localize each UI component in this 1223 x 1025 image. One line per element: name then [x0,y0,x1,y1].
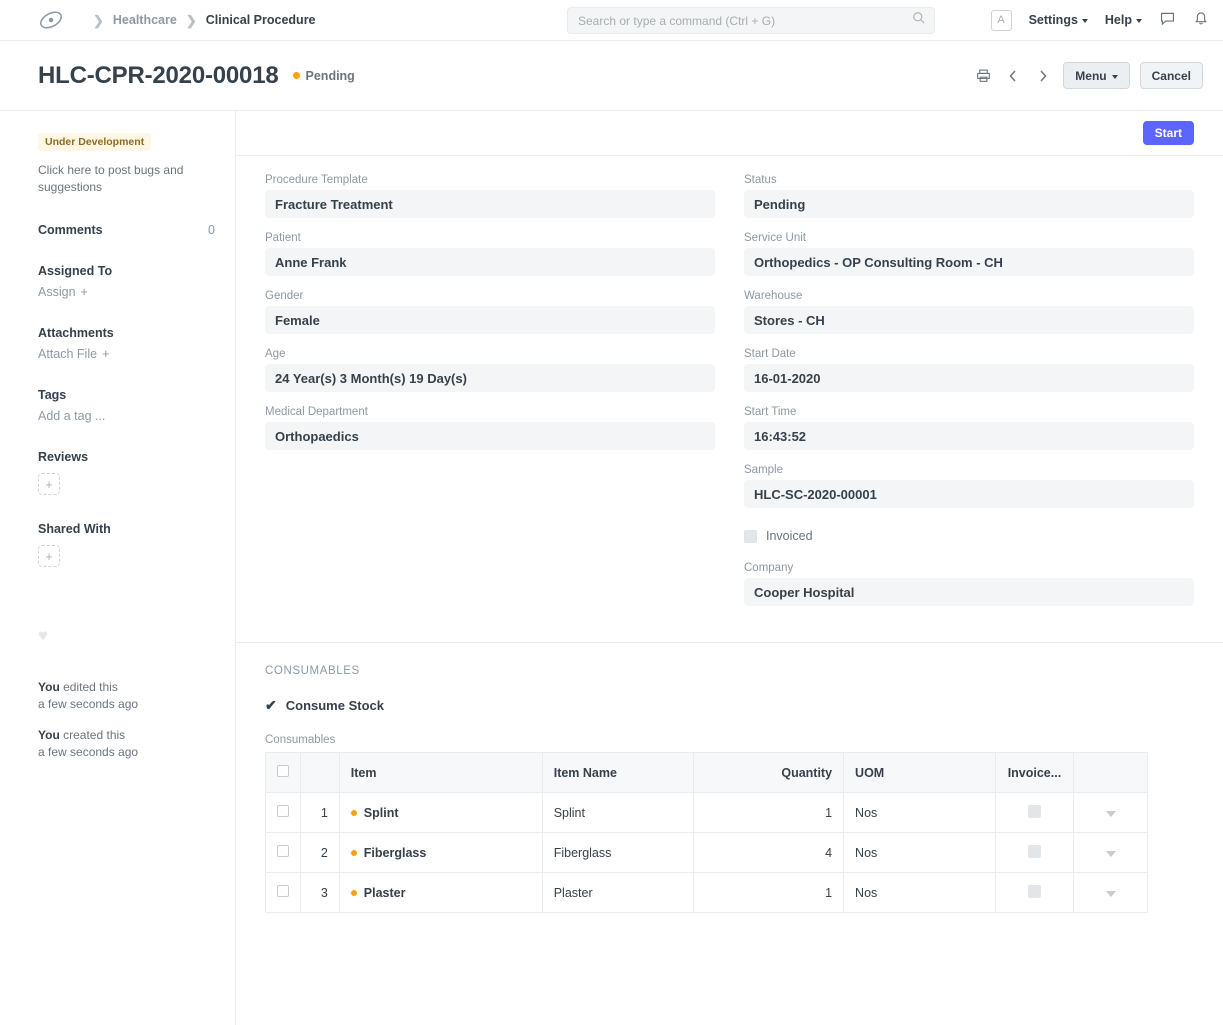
field-label: Gender [265,290,304,302]
search-icon[interactable] [912,11,926,30]
row-index: 2 [300,833,339,873]
field-label: Start Date [744,348,796,360]
field-patient [265,232,715,276]
column-header-actions [1074,753,1148,793]
navbar-right [991,10,1209,31]
field-label: Service Unit [744,232,806,244]
start-button[interactable]: Start [1143,121,1194,145]
cell-row-expand[interactable] [1074,873,1148,913]
column-header-invoiced[interactable]: Invoice... [995,753,1073,793]
plus-icon: + [80,285,88,299]
sidebar-note: Click here to post bugs and suggestions [38,163,184,194]
column-header-uom[interactable]: UOM [844,753,996,793]
assign-label: Assign [38,285,76,299]
table-row[interactable] [266,793,1148,833]
page-header [0,41,1223,111]
sidebar-comments[interactable] [38,223,215,237]
cell-quantity[interactable]: 1 [694,793,844,833]
select-all-cell[interactable] [266,753,301,793]
bell-icon[interactable] [1193,10,1209,30]
field-medical-department [265,406,715,450]
form-column-right [744,174,1194,620]
breadcrumb-separator: ❯ [93,12,104,28]
row-checkbox[interactable] [277,885,289,897]
sidebar-attachments [38,326,215,361]
breadcrumb-separator: ❯ [185,12,197,28]
field-label: Procedure Template [265,174,368,186]
field-status [744,174,1194,218]
section-title: CONSUMABLES [265,665,360,677]
timeline-user: You [38,728,60,742]
cell-item[interactable] [339,833,542,873]
field-input[interactable]: Orthopaedics [265,422,715,450]
field-input[interactable]: Fracture Treatment [265,190,715,218]
cell-uom[interactable]: Nos [844,833,996,873]
nav-help[interactable] [1105,13,1142,27]
row-checkbox-cell[interactable] [266,793,301,833]
select-all-checkbox[interactable] [277,765,289,777]
avatar[interactable]: A [991,10,1012,31]
consumables-table [265,752,1148,913]
consumables-section [236,643,1223,935]
table-row[interactable] [266,833,1148,873]
sidebar [0,111,235,1025]
search-input[interactable] [576,13,912,29]
item-status-dot-icon [351,810,357,816]
field-label: Warehouse [744,290,803,302]
nav-settings[interactable] [1029,13,1088,27]
field-input[interactable]: Stores - CH [744,306,1194,334]
consume-stock-label: Consume Stock [285,698,384,713]
timeline-entry [38,679,215,713]
chevron-down-icon[interactable] [1106,811,1116,817]
sidebar-timeline [38,679,215,761]
cell-item-name[interactable]: Plaster [542,873,694,913]
field-label: Medical Department [265,406,368,418]
cell-item[interactable] [339,793,542,833]
row-index: 3 [300,873,339,913]
field-sample [744,464,1194,508]
cell-item-name[interactable]: Splint [542,793,694,833]
sidebar-attachments-label: Attachments [38,326,114,340]
field-label: Age [265,348,286,360]
invoiced-checkbox[interactable] [744,530,757,543]
printer-icon[interactable] [973,65,993,87]
field-label: Patient [265,232,301,244]
timeline-entry [38,727,215,761]
sidebar-tags [38,388,215,423]
under-development-badge[interactable]: Under Development [38,133,151,151]
chevron-down-icon[interactable] [1106,891,1116,897]
field-company [744,562,1194,606]
cell-uom[interactable]: Nos [844,873,996,913]
sidebar-shared-with-label: Shared With [38,522,111,536]
item-status-dot-icon [351,890,357,896]
field-label: Start Time [744,406,797,418]
menu-button-label: Menu [1075,68,1107,83]
status-badge [293,69,355,83]
assign-button[interactable] [38,285,215,299]
check-icon[interactable]: ✔ [265,697,277,713]
heart-icon[interactable]: ♥ [38,626,49,645]
chevron-down-icon [1082,19,1088,23]
row-index: 1 [300,793,339,833]
field-gender [265,290,715,334]
field-label: Company [744,562,794,574]
field-invoiced[interactable] [744,522,1194,550]
search-bar[interactable] [567,7,935,34]
field-warehouse [744,290,1194,334]
field-input[interactable]: 24 Year(s) 3 Month(s) 19 Day(s) [265,364,715,392]
field-input[interactable]: Anne Frank [265,248,715,276]
cell-quantity[interactable]: 4 [694,833,844,873]
sidebar-reviews [38,450,215,495]
main-content [235,111,1223,1025]
field-label: Status [744,174,777,186]
add-review-button[interactable]: + [38,473,60,495]
form-fields [236,156,1223,643]
cell-row-expand[interactable] [1074,833,1148,873]
row-index-header [300,753,339,793]
field-input[interactable]: 16:43:52 [744,422,1194,450]
nav-help-label: Help [1104,13,1132,27]
field-input[interactable]: Cooper Hospital [744,578,1194,606]
sidebar-shared-with [38,522,215,567]
chevron-down-icon [1136,19,1142,23]
invoiced-checkbox[interactable] [1028,845,1041,858]
erpnext-logo-icon[interactable] [38,7,64,33]
field-start-time [744,406,1194,450]
field-input[interactable]: 16-01-2020 [744,364,1194,392]
field-service-unit [744,232,1194,276]
field-procedure-template [265,174,715,218]
form-column-left [265,174,715,620]
cell-quantity[interactable]: 1 [694,873,844,913]
page-header-actions [973,62,1203,89]
attach-file-label: Attach File [38,347,98,361]
status-label: Pending [305,68,355,83]
field-label: Sample [744,464,783,476]
form-toolbar [236,111,1223,156]
field-age [265,348,715,392]
chevron-down-icon[interactable] [1106,851,1116,857]
field-input[interactable]: Orthopedics - OP Consulting Room - CH [744,248,1194,276]
chevron-down-icon [1112,75,1118,79]
cell-item-label: Plaster [363,885,406,900]
timeline-user: You [38,680,60,694]
sidebar-comments-label: Comments [38,223,103,237]
invoiced-label: Invoiced [766,529,813,543]
field-input[interactable]: HLC-SC-2020-00001 [744,480,1194,508]
add-tag-input[interactable]: Add a tag ... [38,409,106,423]
cell-uom[interactable]: Nos [844,793,996,833]
field-consume-stock[interactable] [265,697,1194,714]
cell-invoiced[interactable] [995,833,1073,873]
sidebar-tags-label: Tags [38,388,67,402]
row-checkbox[interactable] [277,845,289,857]
item-status-dot-icon [351,850,357,856]
cell-item-label: Splint [363,805,399,820]
field-input[interactable]: Pending [744,190,1194,218]
table-row[interactable] [266,873,1148,913]
cell-row-expand[interactable] [1074,793,1148,833]
nav-settings-label: Settings [1028,13,1078,27]
invoiced-checkbox[interactable] [1028,805,1041,818]
timeline-action: created this [63,728,126,742]
cell-item-name[interactable]: Fiberglass [542,833,694,873]
sidebar-assigned-to [38,264,215,299]
cell-invoiced[interactable] [995,793,1073,833]
add-share-button[interactable]: + [38,545,60,567]
cell-invoiced[interactable] [995,873,1073,913]
status-dot-icon [293,72,300,79]
field-input[interactable]: Female [265,306,715,334]
page-title: HLC-CPR-2020-00018 [38,61,279,89]
sidebar-comments-count: 0 [208,223,215,237]
breadcrumb [84,13,316,27]
row-checkbox-cell[interactable] [266,833,301,873]
page-body [0,111,1223,1025]
cancel-button[interactable]: Cancel [1140,62,1203,89]
menu-button[interactable] [1063,62,1129,89]
attach-file-button[interactable] [38,347,215,361]
timeline-time: a few seconds ago [38,745,139,759]
timeline-time: a few seconds ago [38,697,139,711]
sidebar-reviews-label: Reviews [38,450,89,464]
sidebar-assigned-to-label: Assigned To [38,264,113,278]
field-start-date [744,348,1194,392]
row-checkbox[interactable] [277,805,289,817]
timeline-action: edited this [63,680,118,694]
row-checkbox-cell[interactable] [266,873,301,913]
chevron-left-icon[interactable] [1003,65,1023,87]
cell-item-label: Fiberglass [363,845,427,860]
table-header-row [266,753,1148,793]
column-header-item-name[interactable]: Item Name [542,753,694,793]
chat-icon[interactable] [1159,10,1176,30]
breadcrumb-item-healthcare[interactable]: Healthcare [112,13,177,27]
column-header-item[interactable]: Item [339,753,542,793]
plus-icon: + [102,347,110,361]
top-navbar [0,0,1223,41]
chevron-right-icon[interactable] [1033,65,1053,87]
breadcrumb-item-clinical-procedure[interactable]: Clinical Procedure [205,13,316,27]
column-header-quantity[interactable]: Quantity [694,753,844,793]
invoiced-checkbox[interactable] [1028,885,1041,898]
cell-item[interactable] [339,873,542,913]
consumables-grid-label: Consumables [265,734,336,746]
